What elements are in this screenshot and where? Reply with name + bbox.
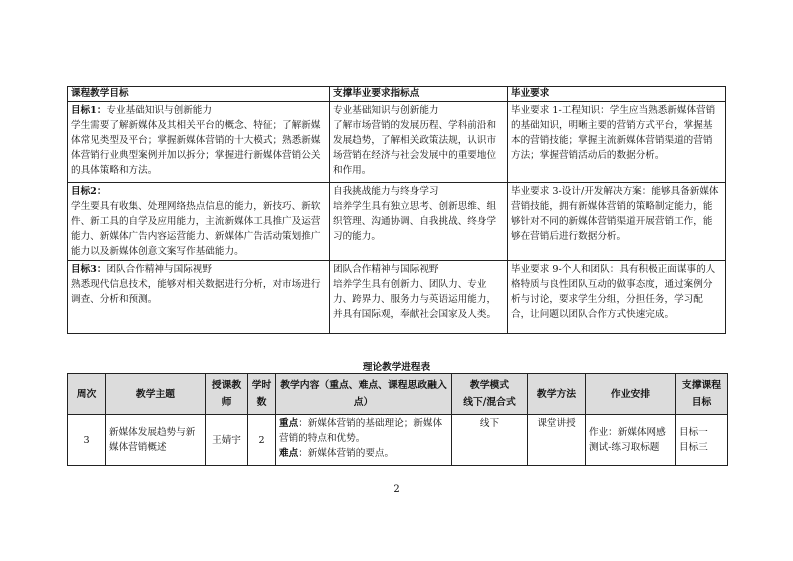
header-topic: 教学主题 bbox=[106, 374, 206, 415]
goal-text: 熟悉现代信息技术，能够对相关数据进行分析，对市场进行调查、分析和预测。 bbox=[71, 279, 321, 305]
header-content: 教学内容（重点、难点、课程思政融入点） bbox=[276, 374, 452, 415]
indicator-text: 团队合作精神与国际视野 培养学生具有创新力、团队力、专业力、跨界力、服务力与英语运用能力，并具有国际观，奉献社会国家及人类。 bbox=[333, 264, 497, 320]
table-row bbox=[68, 261, 726, 334]
content-cell bbox=[276, 415, 452, 466]
goal-title: 专业基础知识与创新能力 bbox=[106, 105, 212, 116]
page-number: 2 bbox=[393, 484, 400, 495]
key-point-text: ：新媒体营销的基础理论；新媒体营销的特点和优势。 bbox=[279, 418, 443, 444]
table-row bbox=[68, 183, 726, 261]
indicator-cell bbox=[330, 183, 508, 261]
header-homework: 作业安排 bbox=[586, 374, 676, 415]
goal-label: 目标3： bbox=[71, 264, 107, 275]
table-header-row bbox=[68, 374, 728, 415]
teaching-schedule-table bbox=[67, 373, 728, 466]
requirement-cell bbox=[508, 183, 726, 261]
requirement-text: 毕业要求 1-工程知识：学生应当熟悉新媒体营销的基础知识，明晰主要的营销方式平台，掌握基本的营销技能；掌握主流新媒体营销渠道的营销方法；掌握营销活动后的数据分析。 bbox=[511, 105, 716, 161]
course-objectives-table bbox=[67, 86, 726, 334]
goal-label: 目标2： bbox=[71, 186, 107, 197]
header-method: 教学方法 bbox=[528, 374, 586, 415]
homework-cell: 作业：新媒体网感测试-练习取标题 bbox=[586, 415, 676, 466]
goal-text: 学生要具有收集、处理网络热点信息的能力，新技巧、新软件、新工具的自学及应用能力，主流新媒体工具推广及运营能力、新媒体广告内容运营能力、新媒体广告活动策划推广能力以及新媒体创意文案写作基础能力。 bbox=[71, 201, 321, 257]
goal-cell bbox=[68, 261, 330, 334]
mode-cell: 线下 bbox=[452, 415, 528, 466]
indicator-text: 自我挑战能力与终身学习 培养学生具有独立思考、创新思维、组织管理、沟通协调、自我挑战、终身学习的能力。 bbox=[333, 186, 497, 242]
header-mode: 教学模式 线下/混合式 bbox=[452, 374, 528, 415]
table-row bbox=[68, 102, 726, 183]
indicator-cell bbox=[330, 102, 508, 183]
indicator-text: 专业基础知识与创新能力 了解市场营销的发展历程、学科前沿和发展趋势，了解相关政策法规，认识市场营销在经济与社会发展中的重要地位和作用。 bbox=[333, 105, 497, 176]
hours-cell: 2 bbox=[248, 415, 276, 466]
schedule-caption: 理论教学进程表 bbox=[362, 362, 431, 373]
goal-text: 学生需要了解新媒体及其相关平台的概念、特征；了解新媒体常见类型及平台；掌握新媒体营销的十大模式；熟悉新媒体营销行业典型案例并加以拆分；掌握进行新媒体营销公关的具体策略和方法。 bbox=[71, 120, 321, 176]
goal-cell bbox=[68, 183, 330, 261]
header-goals: 支撑课程目标 bbox=[676, 374, 728, 415]
table-header-row bbox=[68, 87, 726, 102]
header-week: 周次 bbox=[68, 374, 106, 415]
topic-cell: 新媒体发展趋势与新媒体营销概述 bbox=[106, 415, 206, 466]
indicator-cell bbox=[330, 261, 508, 334]
requirement-cell bbox=[508, 261, 726, 334]
header-requirement: 毕业要求 bbox=[508, 87, 726, 102]
goals-cell: 目标一 目标三 bbox=[676, 415, 728, 466]
header-teacher: 授课教师 bbox=[206, 374, 248, 415]
difficult-point-text: ：新媒体营销的要点。 bbox=[298, 448, 395, 459]
teacher-cell: 王婧宇 bbox=[206, 415, 248, 466]
requirement-text: 毕业要求 9-个人和团队：具有积极正面谋事的人格特质与良性团队互动的做事态度，通过案例分析与讨论，要求学生分组，分担任务，学习配合，让问题以团队合作方式快速完成。 bbox=[511, 264, 716, 320]
week-cell: 3 bbox=[68, 415, 106, 466]
header-indicator: 支撑毕业要求指标点 bbox=[330, 87, 508, 102]
goal-title: 团队合作精神与国际视野 bbox=[106, 264, 212, 275]
goal-label: 目标1： bbox=[71, 105, 107, 116]
table-row bbox=[68, 415, 728, 466]
method-cell: 课堂讲授 bbox=[528, 415, 586, 466]
header-course-goal: 课程教学目标 bbox=[68, 87, 330, 102]
difficult-point-label: 难点 bbox=[279, 448, 299, 459]
requirement-text: 毕业要求 3-设计/开发解决方案：能够具备新媒体营销技能，拥有新媒体营销的策略制定能力，能够针对不同的新媒体营销渠道开展营销工作，能够在营销后进行数据分析。 bbox=[511, 186, 719, 242]
goal-cell bbox=[68, 102, 330, 183]
key-point-label: 重点 bbox=[279, 418, 299, 429]
requirement-cell bbox=[508, 102, 726, 183]
header-hours: 学时数 bbox=[248, 374, 276, 415]
